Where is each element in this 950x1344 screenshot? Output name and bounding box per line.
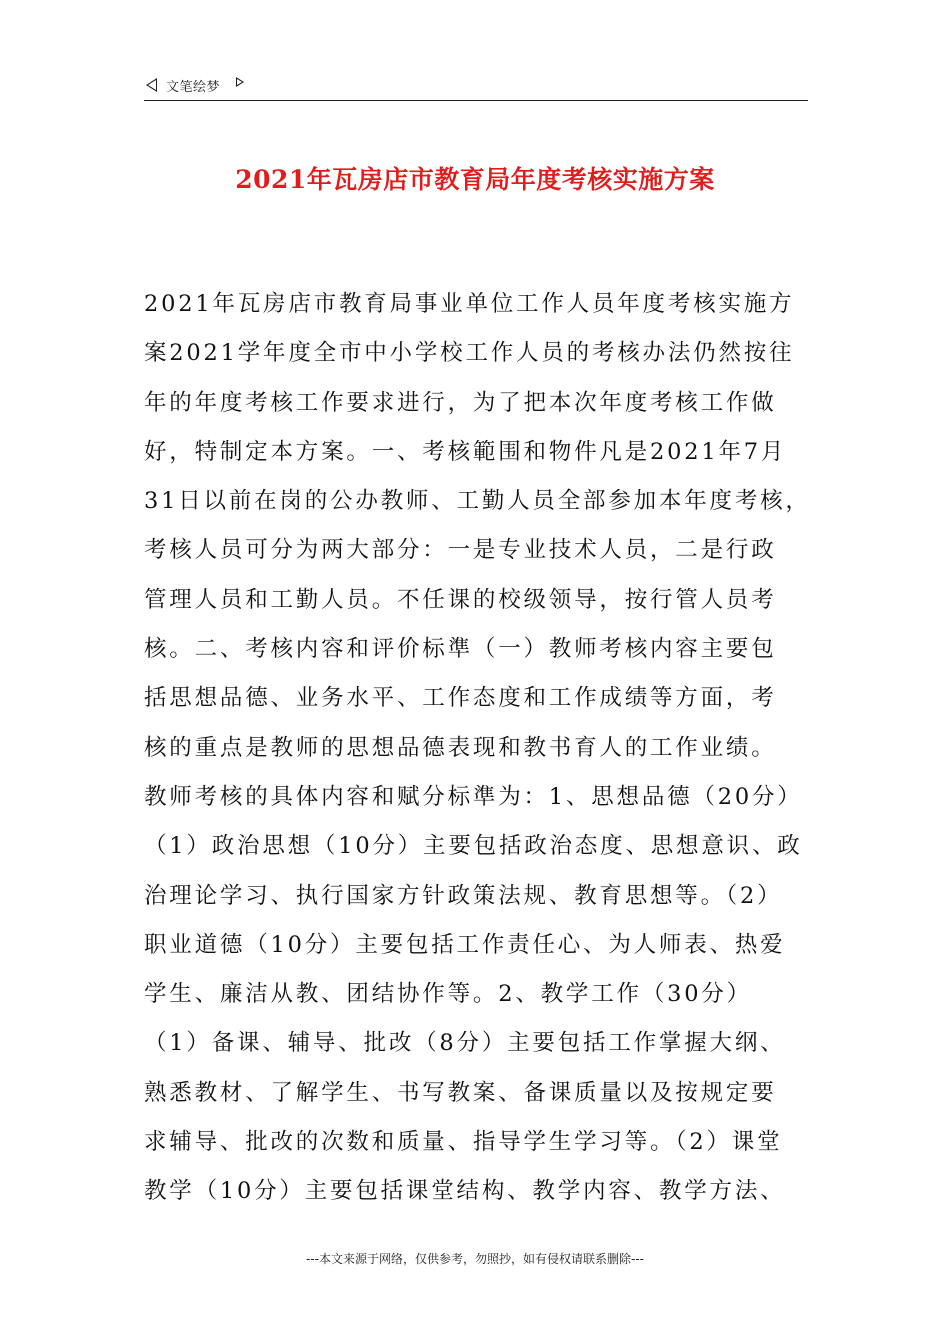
footer-notice: ---本文来源于网络，仅供参考，勿照抄，如有侵权请联系删除---	[306, 1252, 644, 1266]
body-line: 年的年度考核工作要求进行，为了把本次年度考核工作做	[144, 389, 777, 416]
body-line: 学生、廉洁从教、团结协作等。2、教学工作（30分）	[144, 981, 752, 1008]
triangle-left-icon	[146, 78, 157, 92]
body-line: （1）备课、辅导、批改（8分）主要包括工作掌握大纲、	[144, 1030, 786, 1057]
body-line: 考核人员可分为两大部分：一是专业技术人员，二是行政	[144, 537, 777, 564]
body-line: 2021年瓦房店市教育局事业单位工作人员年度考核实施方	[144, 291, 795, 317]
triangle-right-icon	[236, 77, 244, 87]
body-line: 好，特制定本方案。一、考核範围和物件凡是2021年7月	[144, 438, 787, 465]
body-line: （1）政治思想（10分）主要包括政治态度、思想意识、政	[144, 833, 803, 860]
body-line: 括思想品德、业务水平、工作态度和工作成绩等方面，考	[144, 685, 777, 712]
body-line: 求辅导、批改的次数和质量、指导学生学习等。（2）课堂	[144, 1129, 783, 1156]
body-line: 31日以前在岗的公办教师、工勤人员全部参加本年度考核，	[144, 488, 811, 515]
body-line: 核。二、考核内容和评价标準（一）教师考核内容主要包	[144, 636, 777, 663]
body-line: 熟悉教材、了解学生、书写教案、备课质量以及按规定要	[144, 1079, 777, 1106]
body-line: 职业道德（10分）主要包括工作责任心、为人师表、热爱	[144, 931, 786, 958]
body-line: 治理论学习、执行国家方针政策法规、教育思想等。（2）	[144, 882, 783, 909]
body-line: 核的重点是教师的思想品德表现和教书育人的工作业绩。	[144, 734, 777, 761]
body-line: 案2021学年度全市中小学校工作人员的考核办法仍然按往	[144, 340, 795, 367]
body-line: 教师考核的具体内容和赋分标準为：1、思想品德（20分）	[144, 783, 803, 810]
document-title: 2021年瓦房店市教育局年度考核实施方案	[235, 165, 715, 194]
page-header	[144, 72, 808, 101]
document-body	[144, 280, 812, 1217]
header-brand: 文笔绘梦	[166, 80, 221, 95]
body-line: 管理人员和工勤人员。不任课的校级领导，按行管人员考	[144, 586, 777, 613]
body-line: 教学（10分）主要包括课堂结构、教学内容、教学方法、	[144, 1178, 786, 1205]
